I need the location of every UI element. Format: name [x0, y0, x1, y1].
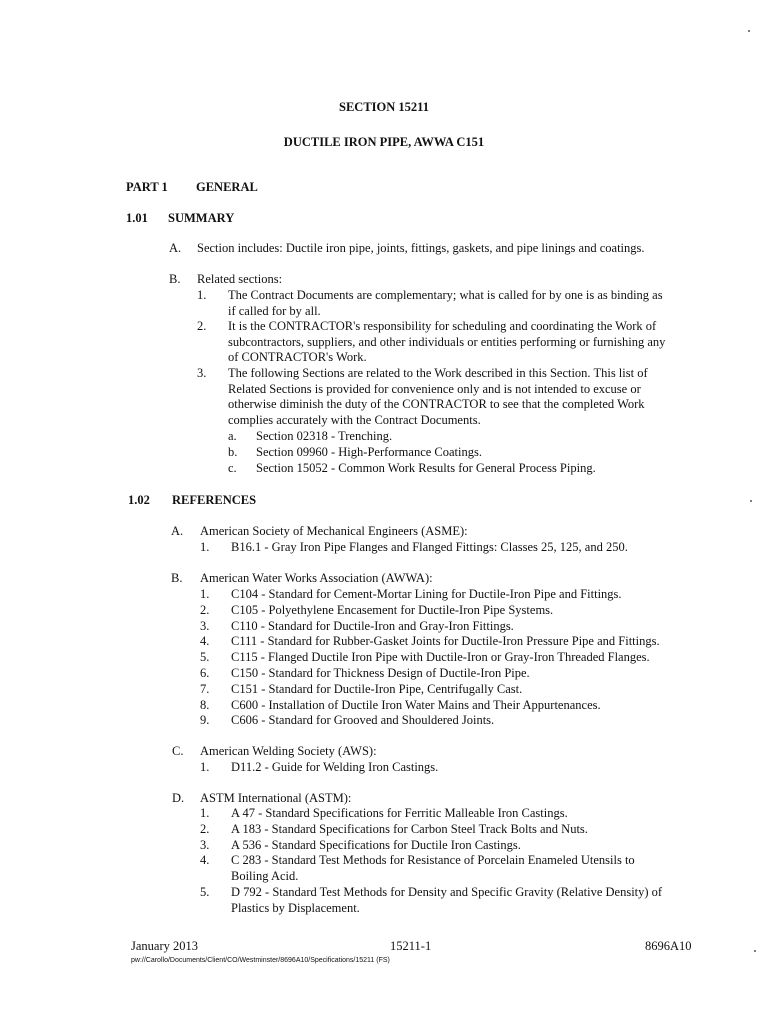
list-item-label: 7.: [200, 682, 210, 696]
list-item-label: 3.: [200, 838, 210, 852]
list-item-label: 2.: [200, 822, 210, 836]
article-number: 1.02: [128, 493, 150, 507]
article-title: SUMMARY: [168, 211, 235, 225]
list-item-label: 4.: [200, 634, 210, 648]
paragraph-text: American Society of Mechanical Engineers (ASME):: [200, 524, 468, 538]
part-number: PART 1: [126, 180, 168, 194]
section-title: DUCTILE IRON PIPE, AWWA C151: [283, 135, 485, 149]
list-item-label: 5.: [200, 885, 210, 899]
list-item-text: A 47 - Standard Specifications for Ferritic Malleable Iron Castings.: [231, 806, 568, 820]
paragraph-text: American Welding Society (AWS):: [200, 744, 377, 758]
paragraph-label: B.: [169, 272, 181, 286]
sub-item-text: Section 02318 - Trenching.: [256, 429, 393, 443]
paragraph-label: A.: [171, 524, 184, 538]
article-number: 1.01: [126, 211, 148, 225]
paragraph-text: ASTM International (ASTM):: [200, 791, 352, 805]
part-title: GENERAL: [196, 180, 258, 194]
list-item-text: A 183 - Standard Specifications for Carbon Steel Track Bolts and Nuts.: [231, 822, 588, 836]
list-item-label: 1.: [200, 760, 210, 774]
list-item-text: C104 - Standard for Cement-Mortar Lining for Ductile-Iron Pipe and Fittings.: [231, 587, 622, 601]
list-item-label: 1.: [197, 288, 207, 302]
scan-speck: [748, 30, 750, 32]
paragraph-label: D.: [172, 791, 185, 805]
paragraph-label: B.: [171, 571, 183, 585]
list-item-label: 2.: [200, 603, 210, 617]
list-item-label: 5.: [200, 650, 210, 664]
section-number: SECTION 15211: [339, 100, 429, 114]
paragraph-text: Section includes: Ductile iron pipe, joints, fittings, gaskets, and pipe linings and coatings.: [197, 241, 645, 255]
footer-date: January 2013: [131, 939, 198, 953]
list-item-text: C115 - Flanged Ductile Iron Pipe with Ductile-Iron or Gray-Iron Threaded Flanges.: [231, 650, 650, 664]
list-item-text: C151 - Standard for Ductile-Iron Pipe, Centrifugally Cast.: [231, 682, 523, 696]
list-item-label: 8.: [200, 698, 210, 712]
paragraph-text: Related sections:: [197, 272, 283, 286]
list-item-text: The Contract Documents are complementary; what is called for by one is as binding as if called for by all.: [228, 288, 663, 318]
footer-file-path: pw://Carollo/Documents/Client/CO/Westminster/8696A10/Specifications/15211 (FS): [131, 957, 390, 964]
list-item-text: C600 - Installation of Ductile Iron Water Mains and Their Appurtenances.: [231, 698, 601, 712]
list-item-label: 3.: [197, 366, 207, 380]
list-item-text: D 792 - Standard Test Methods for Density and Specific Gravity (Relative Density) of Plastics by Displacement.: [231, 885, 663, 915]
list-item-text: B16.1 - Gray Iron Pipe Flanges and Flanged Fittings: Classes 25, 125, and 250.: [231, 540, 628, 554]
article-title: REFERENCES: [172, 493, 257, 507]
list-item-text: C 283 - Standard Test Methods for Resistance of Porcelain Enameled Utensils to Boiling Acid.: [231, 853, 635, 883]
list-item-text: It is the CONTRACTOR's responsibility for scheduling and coordinating the Work of subcontractors, suppliers, and other individuals or entities performing or furnishing any of CONTRACTOR's Work.: [228, 319, 666, 364]
sub-item-label: c.: [228, 461, 237, 475]
sub-item-label: b.: [228, 445, 238, 459]
footer-page-number: 15211-1: [390, 939, 432, 953]
list-item-label: 4.: [200, 853, 210, 867]
paragraph-label: C.: [172, 744, 184, 758]
paragraph-text: American Water Works Association (AWWA):: [200, 571, 433, 585]
list-item-label: 2.: [197, 319, 207, 333]
list-item-label: 1.: [200, 806, 210, 820]
list-item-text: C150 - Standard for Thickness Design of Ductile-Iron Pipe.: [231, 666, 530, 680]
sub-item-label: a.: [228, 429, 237, 443]
list-item-text: D11.2 - Guide for Welding Iron Castings.: [231, 760, 439, 774]
list-item-text: A 536 - Standard Specifications for Ductile Iron Castings.: [231, 838, 521, 852]
list-item-text: C110 - Standard for Ductile-Iron and Gray-Iron Fittings.: [231, 619, 514, 633]
list-item-text: C111 - Standard for Rubber-Gasket Joints for Ductile-Iron Pressure Pipe and Fittings.: [231, 634, 660, 648]
footer-project-number: 8696A10: [645, 939, 692, 953]
list-item-label: 3.: [200, 619, 210, 633]
list-item-label: 6.: [200, 666, 210, 680]
scan-speck: [754, 950, 756, 952]
scan-speck: [750, 500, 752, 502]
paragraph-label: A.: [169, 241, 182, 255]
list-item-text: C606 - Standard for Grooved and Shouldered Joints.: [231, 713, 495, 727]
list-item-label: 9.: [200, 713, 210, 727]
sub-item-text: Section 09960 - High-Performance Coatings.: [256, 445, 482, 459]
list-item-label: 1.: [200, 587, 210, 601]
list-item-text: The following Sections are related to the Work described in this Section. This list of Related Sections is provided for convenience only and is not intended to excuse or otherwise diminish the duty of the CONTRACTOR to see that the completed Work complies accurately with the Contract Documents.: [228, 366, 648, 427]
sub-item-text: Section 15052 - Common Work Results for General Process Piping.: [256, 461, 596, 475]
list-item-label: 1.: [200, 540, 210, 554]
list-item-text: C105 - Polyethylene Encasement for Ductile-Iron Pipe Systems.: [231, 603, 554, 617]
